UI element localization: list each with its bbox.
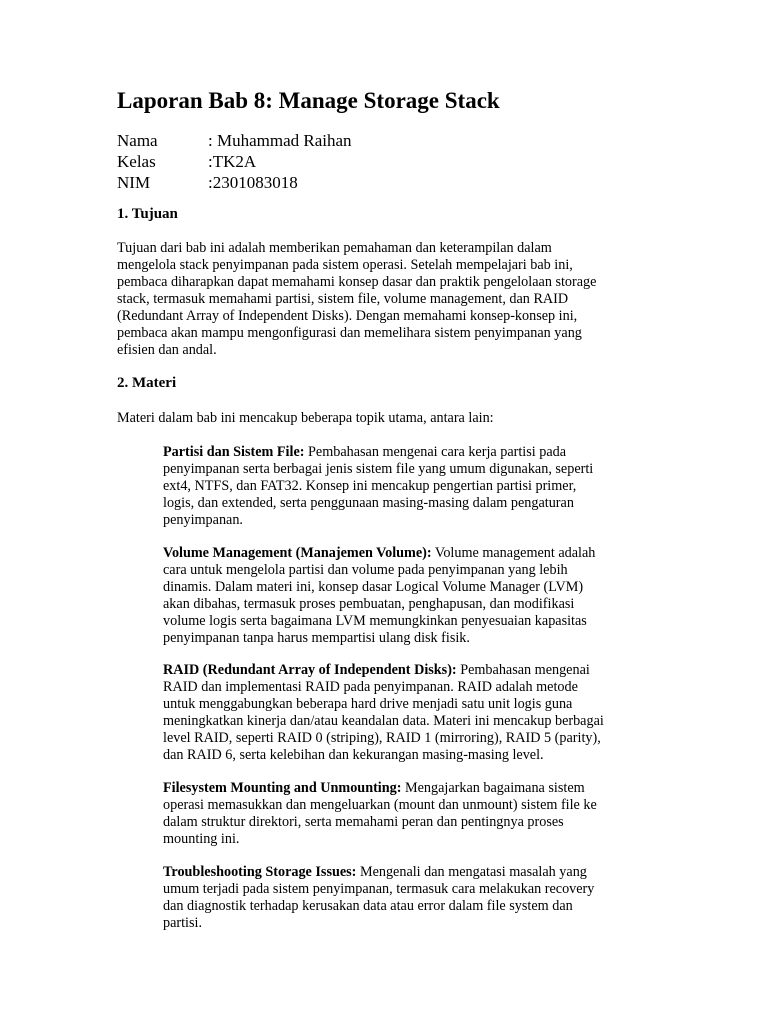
topic-line: penyimpanan tanpa harus mempartisi ulang disk fisik. — [163, 630, 470, 646]
topic-first-line-text: Mengenali dan mengatasi masalah yang — [356, 864, 587, 880]
topic-line: volume logis serta bagaimana LVM memungkinkan penyesuaian kapasitas — [163, 613, 587, 629]
topic-first-line — [163, 444, 653, 461]
name-value: : Muhammad Raihan — [208, 131, 352, 150]
topic-first-line-text: Mengajarkan bagaimana sistem — [401, 780, 585, 796]
topic-line: dan RAID 6, serta kelebihan dan kekurangan masing-masing level. — [163, 747, 544, 763]
topic-title: Volume Management (Manajemen Volume): — [163, 545, 432, 561]
tujuan-paragraph — [117, 240, 657, 359]
topic-first-line-text: Pembahasan mengenai — [456, 662, 590, 678]
topic-partisi — [163, 444, 653, 529]
paragraph-line: stack, termasuk memahami partisi, sistem file, volume management, dan RAID — [117, 291, 569, 307]
topic-first-line — [163, 864, 653, 881]
topic-first-line-text: Pembahasan mengenai cara kerja partisi pada — [304, 444, 567, 460]
document-title: Laporan Bab 8: Manage Storage Stack — [117, 88, 500, 113]
topic-line: mounting ini. — [163, 831, 240, 847]
topic-line: dinamis. Dalam materi ini, konsep dasar Logical Volume Manager (LVM) — [163, 579, 584, 595]
paragraph-line: mengelola stack penyimpanan pada sistem operasi. Setelah mempelajari bab ini, — [117, 257, 573, 273]
class-value: :TK2A — [208, 152, 257, 171]
topic-troubleshooting — [163, 864, 653, 932]
topic-title: Filesystem Mounting and Unmounting: — [163, 780, 402, 796]
topic-line: operasi memasukkan dan mengeluarkan (mount dan unmount) sistem file ke — [163, 797, 597, 813]
topic-line: logis, dan extended, serta penggunaan masing-masing dalam pengaturan — [163, 495, 574, 511]
name-label: Nama — [117, 131, 158, 150]
paragraph-line: Materi dalam bab ini mencakup beberapa topik utama, antara lain: — [117, 410, 494, 426]
nim-label: NIM — [117, 173, 151, 192]
paragraph-line: pembaca diharapkan dapat memahami konsep dasar dan praktik pengelolaan storage — [117, 274, 597, 290]
topic-first-line-text: Volume management adalah — [431, 545, 596, 561]
materi-intro — [117, 410, 657, 427]
section-heading-materi: 2. Materi — [117, 375, 177, 391]
topic-line: akan dibahas, termasuk proses pembuatan, penghapusan, dan modifikasi — [163, 596, 575, 612]
topic-raid — [163, 662, 653, 764]
topic-filesystem-mounting — [163, 780, 653, 848]
topic-first-line — [163, 545, 653, 562]
topic-first-line — [163, 662, 653, 679]
topic-line: umum terjadi pada sistem penyimpanan, termasuk cara melakukan recovery — [163, 881, 595, 897]
paragraph-line: pembaca akan mampu mengonfigurasi dan memelihara sistem penyimpanan yang — [117, 325, 582, 341]
topic-line: level RAID, seperti RAID 0 (striping), RAID 1 (mirroring), RAID 5 (parity), — [163, 730, 601, 746]
paragraph-line: (Redundant Array of Independent Disks). Dengan memahami konsep-konsep ini, — [117, 308, 578, 324]
topic-title: RAID (Redundant Array of Independent Disks): — [163, 662, 457, 678]
topic-line: penyimpanan. — [163, 512, 243, 528]
topic-first-line — [163, 780, 653, 797]
topic-title: Troubleshooting Storage Issues: — [163, 864, 357, 880]
topic-line: meningkatkan kinerja dan/atau keandalan data. Materi ini mencakup berbagai — [163, 713, 604, 729]
paragraph-line: Tujuan dari bab ini adalah memberikan pemahaman dan keterampilan dalam — [117, 240, 552, 256]
topic-line: partisi. — [163, 915, 203, 931]
nim-value: :2301083018 — [208, 173, 298, 192]
topic-line: RAID dan implementasi RAID pada penyimpanan. RAID adalah metode — [163, 679, 578, 695]
topic-line: dan diagnostik terhadap kerusakan data atau error dalam file system dan — [163, 898, 573, 914]
paragraph-line: efisien dan andal. — [117, 342, 217, 358]
topic-line: dalam struktur direktori, serta memahami peran dan pentingnya proses — [163, 814, 564, 830]
topic-line: ext4, NTFS, dan FAT32. Konsep ini mencakup pengertian partisi primer, — [163, 478, 577, 494]
topic-line: cara untuk mengelola partisi dan volume pada penyimpanan yang lebih — [163, 562, 568, 578]
topic-line: penyimpanan serta berbagai jenis sistem file yang umum digunakan, seperti — [163, 461, 594, 477]
topic-line: untuk menggabungkan beberapa hard drive menjadi satu unit logis guna — [163, 696, 573, 712]
section-heading-tujuan: 1. Tujuan — [117, 206, 178, 222]
topic-title: Partisi dan Sistem File: — [163, 444, 305, 460]
class-label: Kelas — [117, 152, 156, 171]
topic-volume-management — [163, 545, 653, 647]
